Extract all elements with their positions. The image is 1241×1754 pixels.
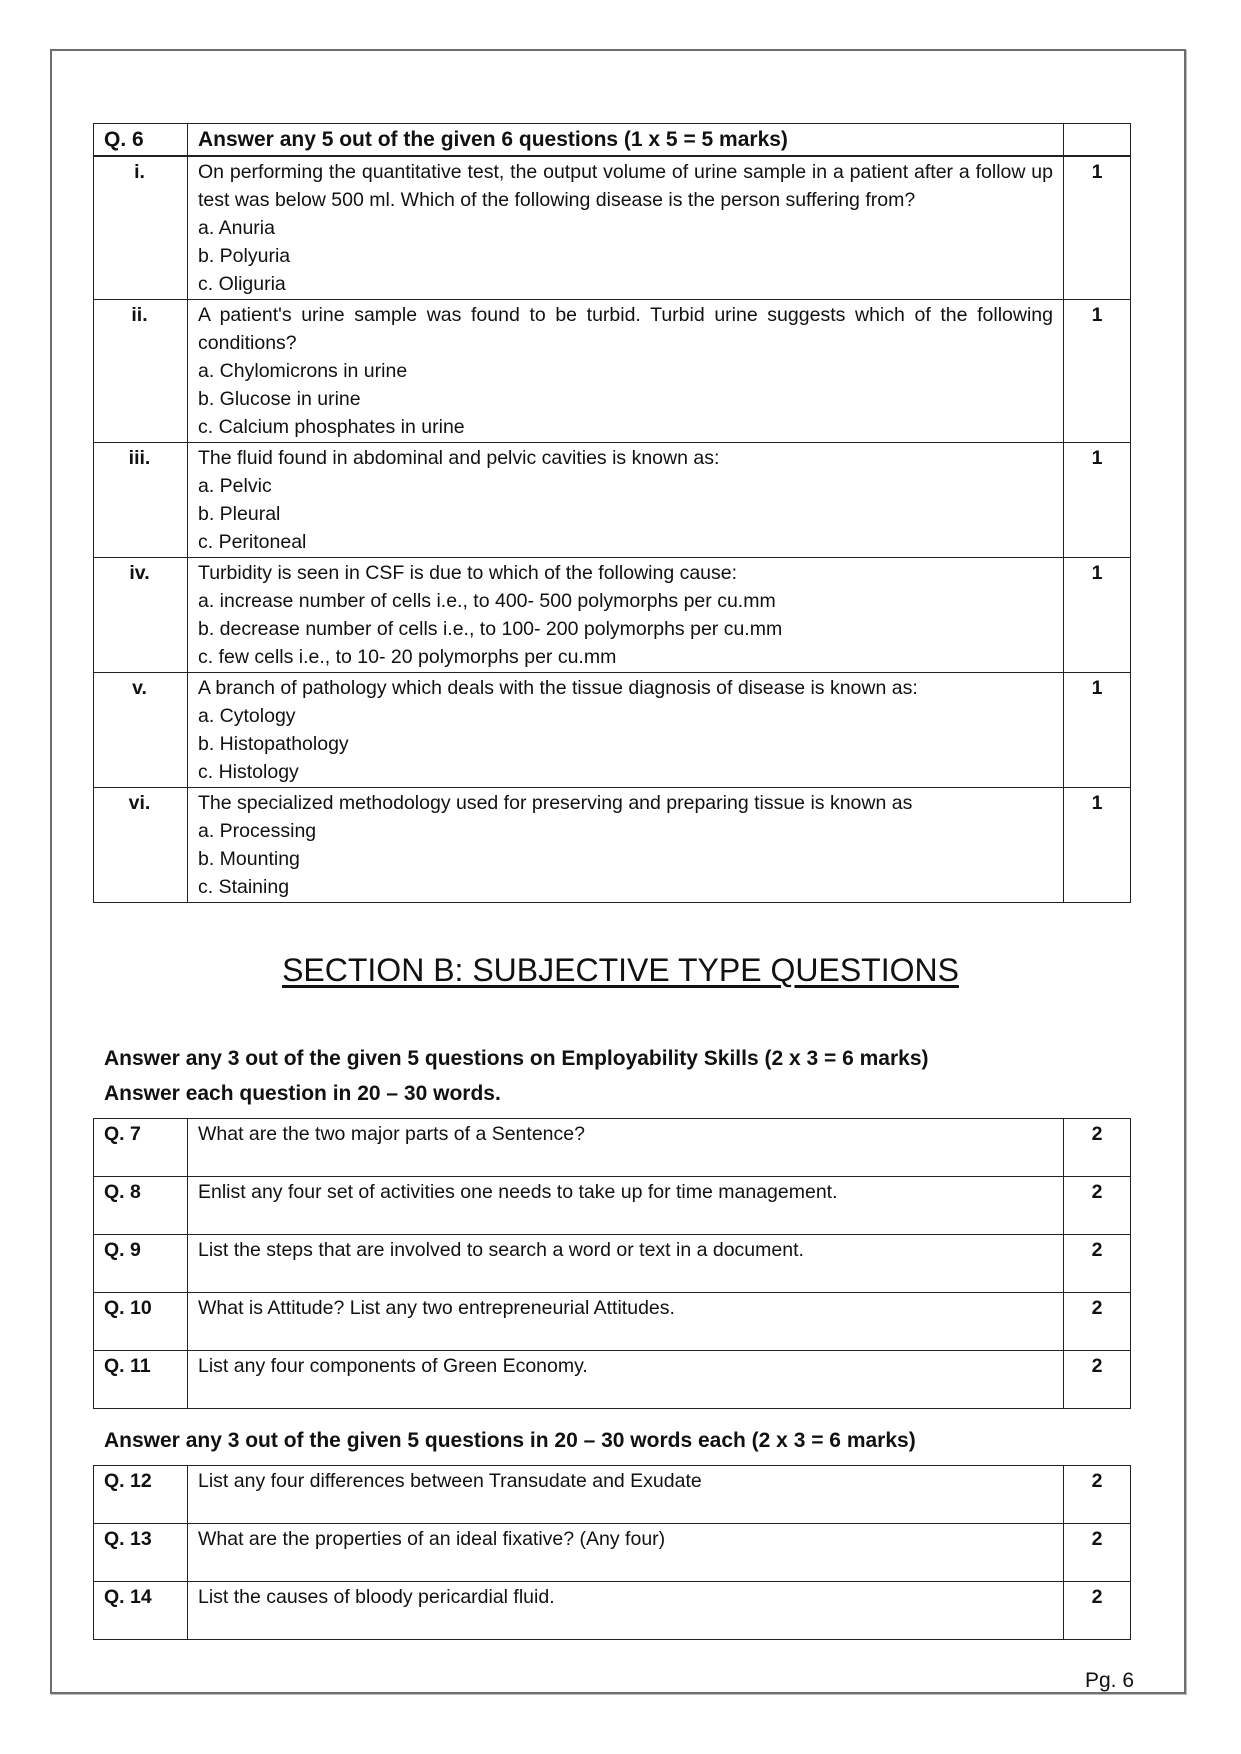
employability-table <box>93 1118 1131 1409</box>
mcq-text: Turbidity is seen in CSF is due to which of the following cause: <box>198 562 738 584</box>
mcq-option: c. few cells i.e., to 10- 20 polymorphs per cu.mm <box>198 646 617 668</box>
mcq-option: b. Histopathology <box>198 733 349 755</box>
mcq-row <box>94 300 1131 443</box>
q6-number: Q. 6 <box>94 124 188 157</box>
mcq-marks: 1 <box>1064 443 1131 558</box>
mcq-option: b. Glucose in urine <box>198 388 361 410</box>
question-row <box>94 1177 1131 1235</box>
mcq-question <box>188 300 1064 443</box>
question-text: What are the properties of an ideal fixative? (Any four) <box>188 1524 1064 1582</box>
mcq-question <box>188 558 1064 673</box>
mcq-question <box>188 156 1064 300</box>
mcq-option: c. Staining <box>198 876 290 898</box>
question-text: List any four differences between Transudate and Exudate <box>188 1466 1064 1524</box>
question-text: List any four components of Green Economy. <box>188 1351 1064 1409</box>
question-number: Q. 12 <box>94 1466 188 1524</box>
question-row <box>94 1524 1131 1582</box>
section-title: SECTION B: SUBJECTIVE TYPE QUESTIONS <box>282 952 959 988</box>
mcq-option: c. Calcium phosphates in urine <box>198 416 465 438</box>
mcq-number: vi. <box>94 788 188 903</box>
q6-table <box>93 123 1131 903</box>
mcq-row <box>94 788 1131 903</box>
mcq-row <box>94 673 1131 788</box>
mcq-number: i. <box>94 156 188 300</box>
mcq-number: iii. <box>94 443 188 558</box>
mcq-number: v. <box>94 673 188 788</box>
mcq-row <box>94 443 1131 558</box>
question-marks: 2 <box>1064 1177 1131 1235</box>
mcq-option: c. Histology <box>198 761 299 783</box>
question-number: Q. 10 <box>94 1293 188 1351</box>
question-marks: 2 <box>1064 1235 1131 1293</box>
mcq-text: The specialized methodology used for preserving and preparing tissue is known as <box>198 792 913 814</box>
subject-instruction: Answer any 3 out of the given 5 questions in 20 – 30 words each (2 x 3 = 6 marks) <box>104 1429 916 1452</box>
question-row <box>94 1351 1131 1409</box>
mcq-text: A branch of pathology which deals with the tissue diagnosis of disease is known as: <box>198 677 918 699</box>
mcq-option: b. Polyuria <box>198 245 291 267</box>
question-row <box>94 1119 1131 1177</box>
mcq-marks: 1 <box>1064 300 1131 443</box>
mcq-marks: 1 <box>1064 788 1131 903</box>
page-number: Pg. 6 <box>1085 1669 1135 1692</box>
question-marks: 2 <box>1064 1293 1131 1351</box>
mcq-row <box>94 156 1131 300</box>
mcq-option: b. Pleural <box>198 503 281 525</box>
question-text: Enlist any four set of activities one needs to take up for time management. <box>188 1177 1064 1235</box>
question-number: Q. 8 <box>94 1177 188 1235</box>
question-marks: 2 <box>1064 1466 1131 1524</box>
mcq-option: b. Mounting <box>198 848 300 870</box>
mcq-option: a. Pelvic <box>198 475 272 497</box>
mcq-option: c. Peritoneal <box>198 531 307 553</box>
question-text: List the causes of bloody pericardial fluid. <box>188 1582 1064 1640</box>
mcq-text: On performing the quantitative test, the output volume of urine sample in a patient after a follow up test was below 500 ml. Which of the following disease is the person suffering from? <box>198 161 1053 211</box>
mcq-option: a. Processing <box>198 820 317 842</box>
question-text: List the steps that are involved to search a word or text in a document. <box>188 1235 1064 1293</box>
question-number: Q. 9 <box>94 1235 188 1293</box>
mcq-marks: 1 <box>1064 673 1131 788</box>
question-row <box>94 1293 1131 1351</box>
word-limit-instruction: Answer each question in 20 – 30 words. <box>104 1082 501 1105</box>
mcq-option: a. Cytology <box>198 705 296 727</box>
q6-header-row <box>94 124 1131 157</box>
question-row <box>94 1235 1131 1293</box>
question-number: Q. 14 <box>94 1582 188 1640</box>
q6-header: Answer any 5 out of the given 6 questions (1 x 5 = 5 marks) <box>188 124 1064 157</box>
question-text: What are the two major parts of a Sentence? <box>188 1119 1064 1177</box>
mcq-number: ii. <box>94 300 188 443</box>
question-number: Q. 13 <box>94 1524 188 1582</box>
mcq-marks: 1 <box>1064 156 1131 300</box>
question-row <box>94 1466 1131 1524</box>
question-row <box>94 1582 1131 1640</box>
mcq-marks: 1 <box>1064 558 1131 673</box>
mcq-option: a. Anuria <box>198 217 275 239</box>
mcq-option: a. increase number of cells i.e., to 400- 500 polymorphs per cu.mm <box>198 590 776 612</box>
question-text: What is Attitude? List any two entrepreneurial Attitudes. <box>188 1293 1064 1351</box>
mcq-option: b. decrease number of cells i.e., to 100- 200 polymorphs per cu.mm <box>198 618 783 640</box>
question-marks: 2 <box>1064 1351 1131 1409</box>
question-number: Q. 11 <box>94 1351 188 1409</box>
subject-table <box>93 1465 1131 1640</box>
question-number: Q. 7 <box>94 1119 188 1177</box>
mcq-text: The fluid found in abdominal and pelvic cavities is known as: <box>198 447 720 469</box>
mcq-option: c. Oliguria <box>198 273 286 295</box>
mcq-question <box>188 673 1064 788</box>
question-marks: 2 <box>1064 1524 1131 1582</box>
mcq-question <box>188 443 1064 558</box>
q6-header-marks <box>1064 124 1131 157</box>
mcq-row <box>94 558 1131 673</box>
mcq-text: A patient's urine sample was found to be turbid. Turbid urine suggests which of the following conditions? <box>198 304 1053 354</box>
mcq-number: iv. <box>94 558 188 673</box>
mcq-question <box>188 788 1064 903</box>
employability-instruction: Answer any 3 out of the given 5 questions on Employability Skills (2 x 3 = 6 marks) <box>104 1047 929 1070</box>
mcq-option: a. Chylomicrons in urine <box>198 360 408 382</box>
question-marks: 2 <box>1064 1119 1131 1177</box>
question-marks: 2 <box>1064 1582 1131 1640</box>
